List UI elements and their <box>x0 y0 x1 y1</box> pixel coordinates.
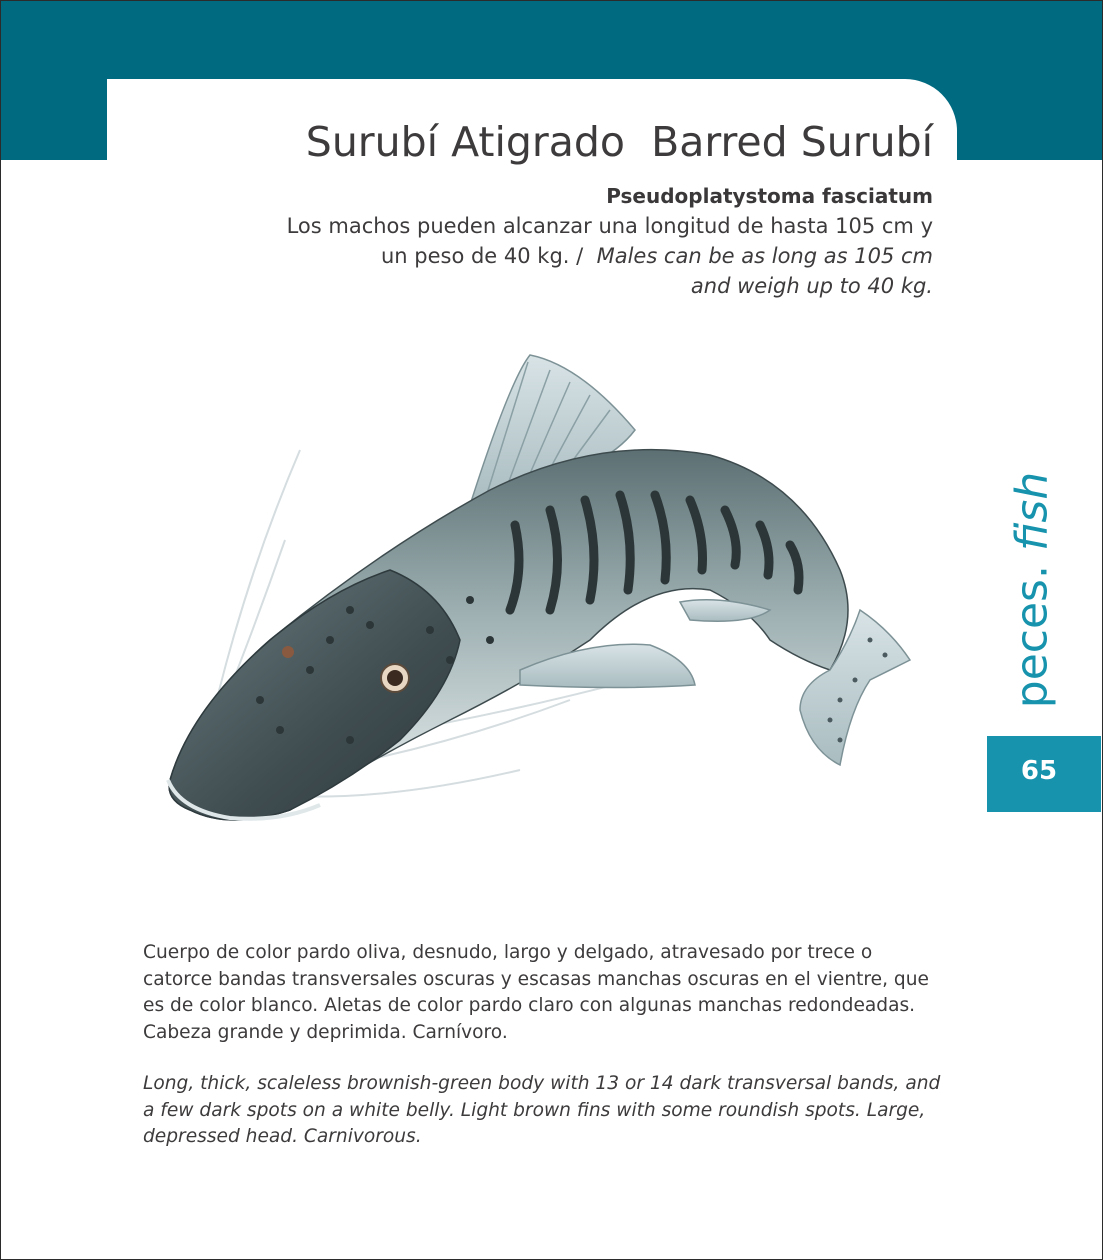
fish-head <box>169 570 460 820</box>
page-number: 65 <box>1020 756 1058 786</box>
size-line-2-es: un peso de 40 kg. / <box>380 244 584 268</box>
scientific-name: Pseudoplatystoma fasciatum <box>606 184 933 208</box>
title-spanish: Surubí Atigrado <box>305 118 626 166</box>
size-line-2 <box>287 241 933 271</box>
description-spanish: Cuerpo de color pardo oliva, desnudo, largo y delgado, atravesado por trece o catorce bandas transversales oscuras y escasas manchas oscuras en el vientre, que es de color blanco. Aletas de color pardo claro con algunas manchas redondeadas. Cabeza grande y deprimida. Carnívoro. <box>143 942 929 1043</box>
fish-far-eye <box>282 646 294 658</box>
size-line-2-en: Males can be as long as 105 cm <box>596 244 933 268</box>
size-line-1: Los machos pueden alcanzar una longitud de hasta 105 cm y <box>286 214 933 238</box>
description-english: Long, thick, scaleless brownish-green body with 13 or 14 dark transversal bands, and a few dark spots on a white belly. Light brown fins with some roundish spots. Large, depressed head. Carnivorous. <box>143 1073 941 1147</box>
fish-illustration <box>150 340 930 840</box>
size-info <box>287 211 933 301</box>
size-line-3: and weigh up to 40 kg. <box>690 274 933 298</box>
title-english: Barred Surubí <box>651 118 933 166</box>
section-english: fish <box>1006 471 1058 552</box>
section-label <box>1007 472 1058 708</box>
section-spanish: peces. <box>1006 565 1058 709</box>
fish-pupil <box>387 670 403 686</box>
page-title <box>306 118 933 166</box>
